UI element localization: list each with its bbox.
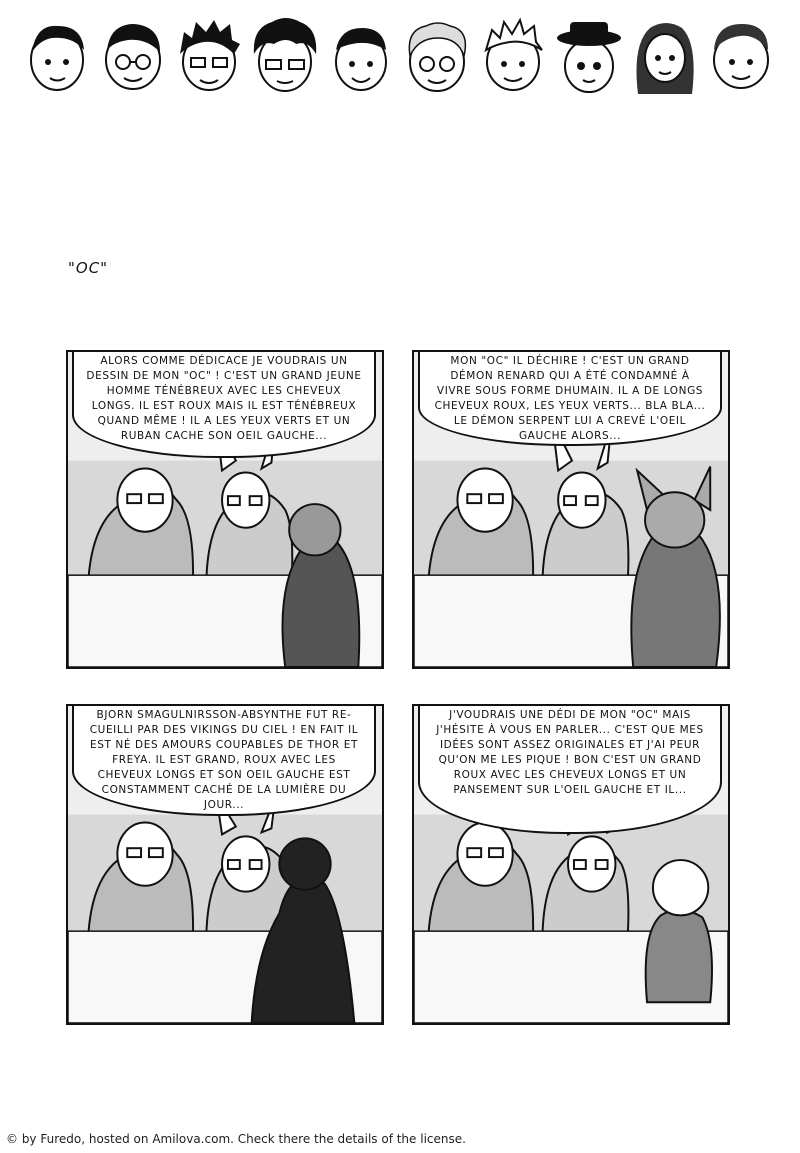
comic-panel-1 <box>66 350 384 669</box>
speech-text: ALORS COMME DÉDICACE JE VOUDRAIS UN DESSIN DE MON "OC" ! C'EST UN GRAND JEUNE HOMME TÉNÉBREUX AVEC LES CHEVEUX LONGS. IL EST ROUX MAIS IL EST TÉNÉBREUX QUAND MÊME ! IL A LES YEUX VERTS ET UN RUBAN CACHE SON OEIL GAUCHE... <box>86 355 362 442</box>
comic-panel-3 <box>66 704 384 1025</box>
speech-text: BJORN SMAGULNIRSSON-ABSYNTHE FUT RE-CUEILLI PAR DES VIKINGS DU CIEL ! EN FAIT IL EST NÉ DES AMOURS COUPABLES DE THOR ET FREYA. IL EST GRAND, ROUX AVEC LES CHEVEUX LONGS ET SON OEIL GAUCHE EST CONSTAMMENT CACHÉ DE LA LUMIÈRE DU JOUR... <box>89 709 359 811</box>
character-7-icon <box>478 14 548 98</box>
speech-bubble <box>72 350 376 458</box>
speech-bubble <box>72 704 376 816</box>
character-4-icon <box>250 14 320 98</box>
character-1-icon <box>22 14 92 98</box>
character-9-icon <box>630 14 700 98</box>
comic-title: "OC" <box>68 259 109 277</box>
comic-panel-2 <box>412 350 730 669</box>
character-2-icon <box>98 14 168 98</box>
speech-bubble <box>418 704 722 834</box>
character-10-icon <box>706 14 776 98</box>
speech-text: J'VOUDRAIS UNE DÉDI DE MON "OC" MAIS J'HÉSITE À VOUS EN PARLER... C'EST QUE MES IDÉES SONT ASSEZ ORIGINALES ET J'AI PEUR QU'ON ME LES PIQUE ! BON C'EST UN GRAND ROUX AVEC LES CHEVEUX LONGS ET UN PANSEMENT SUR L'OEIL GAUCHE ET IL... <box>436 709 704 796</box>
cast-header <box>22 14 778 104</box>
character-3-icon <box>174 14 244 98</box>
character-5-icon <box>326 14 396 98</box>
speech-bubble <box>418 350 722 446</box>
comic-panel-4 <box>412 704 730 1025</box>
speech-text: MON "OC" IL DÉCHIRE ! C'EST UN GRAND DÉMON RENARD QUI A ÉTÉ CONDAMNÉ À VIVRE SOUS FORME DHUMAIN. IL A DE LONGS CHEVEUX ROUX, LES YEUX VERTS... BLA BLA... LE DÉMON SERPENT LUI A CREVÉ L'OEIL GAUCHE ALORS... <box>434 355 706 442</box>
character-6-icon <box>402 14 472 98</box>
character-8-icon <box>554 14 624 98</box>
license-footer: © by Furedo, hosted on Amilova.com. Check there the details of the license. <box>6 1132 466 1146</box>
